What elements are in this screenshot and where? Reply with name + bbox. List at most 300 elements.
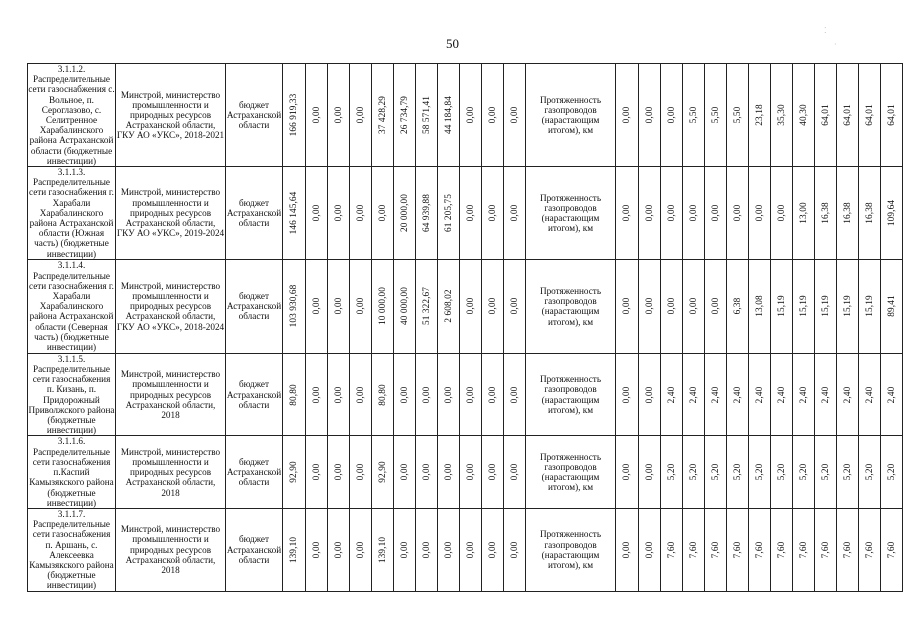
finance-value-cell <box>482 259 504 353</box>
indicator-value: 0,00 <box>621 541 632 559</box>
finance-value: 0,00 <box>487 204 498 222</box>
indicator-value: 7,60 <box>754 541 765 559</box>
finance-value: 0,00 <box>509 204 520 222</box>
finance-value: 0,00 <box>465 386 476 404</box>
finance-value-cell <box>504 508 526 591</box>
indicator-value-cell <box>639 436 661 508</box>
indicator-value-cell <box>683 436 705 508</box>
finance-value: 0,00 <box>421 386 432 404</box>
finance-value: 0,00 <box>311 204 322 222</box>
indicator-value-cell <box>705 64 727 167</box>
indicator-value-cell <box>793 436 815 508</box>
indicator-value-cell <box>859 508 881 591</box>
finance-value: 0,00 <box>509 298 520 315</box>
indicator-value-cell <box>749 64 771 167</box>
finance-value-cell <box>394 64 416 167</box>
indicator-value: 0,00 <box>621 463 632 481</box>
indicator-value: 5,20 <box>710 463 721 481</box>
finance-value: 0,00 <box>311 298 322 315</box>
finance-value-cell <box>350 508 372 591</box>
finance-value-cell <box>416 353 438 436</box>
indicator-value-cell <box>859 259 881 353</box>
finance-value-cell <box>416 436 438 508</box>
finance-value-cell <box>416 508 438 591</box>
indicator-cell: Протяженность газопроводов (нарастающим итогом), км <box>526 436 616 508</box>
indicator-value: 2,40 <box>710 386 721 404</box>
indicator-value: 0,00 <box>710 204 721 222</box>
indicator-value: 2,40 <box>732 386 743 404</box>
indicator-value: 64,01 <box>864 104 875 126</box>
indicator-value-cell <box>749 167 771 260</box>
finance-value: 80,80 <box>377 383 388 406</box>
executor-cell: Минстрой, министерство промышленности и природных ресурсов Астраханской области, ГКУ АО «УКС», 2018-2024 <box>116 259 226 353</box>
indicator-value-cell <box>683 167 705 260</box>
indicator-cell: Протяженность газопроводов (нарастающим итогом), км <box>526 353 616 436</box>
finance-value: 44 184,84 <box>443 95 454 135</box>
finance-value-cell <box>306 353 328 436</box>
funding-source-cell: бюджет Астраханской области <box>226 436 283 508</box>
finance-value-cell <box>394 353 416 436</box>
indicator-value: 0,00 <box>754 204 765 222</box>
indicator-value: 109,64 <box>886 199 897 227</box>
measure-name-cell: 3.1.1.6. Распределительные сети газоснабжения п.Каспий Камызякского района (бюджетные инвестиции) <box>29 436 114 508</box>
finance-value-cell <box>372 259 394 353</box>
finance-value: 0,00 <box>465 298 476 315</box>
indicator-value-cell <box>639 64 661 167</box>
finance-value-cell <box>394 167 416 260</box>
indicator-value-cell <box>639 259 661 353</box>
finance-value-cell <box>394 508 416 591</box>
finance-value: 0,00 <box>399 386 410 404</box>
executor-cell: Минстрой, министерство промышленности и природных ресурсов Астраханской области, ГКУ АО «УКС», 2018-2021 <box>116 64 226 167</box>
indicator-value: 7,60 <box>864 541 875 559</box>
indicator-value-cell <box>859 353 881 436</box>
indicator-value-cell <box>661 353 683 436</box>
finance-value: 0,00 <box>333 386 344 404</box>
finance-value: 0,00 <box>465 204 476 222</box>
indicator-value: 5,20 <box>842 463 853 481</box>
indicator-value: 13,00 <box>798 202 809 224</box>
finance-value-cell <box>438 508 460 591</box>
finance-value: 0,00 <box>509 386 520 404</box>
indicator-value-cell <box>771 508 793 591</box>
finance-value-cell <box>482 353 504 436</box>
finance-value: 92,90 <box>377 461 388 483</box>
finance-value: 0,00 <box>509 106 520 124</box>
finance-value: 0,00 <box>355 541 366 559</box>
finance-value-cell <box>350 259 372 353</box>
indicator-value-cell <box>727 64 749 167</box>
finance-value: 0,00 <box>487 386 498 404</box>
table-row <box>28 167 903 260</box>
indicator-cell: Протяженность газопроводов (нарастающим итогом), км <box>526 259 616 353</box>
finance-value: 92,90 <box>288 461 299 483</box>
indicator-value: 0,00 <box>644 386 655 404</box>
finance-value: 139,10 <box>288 536 299 563</box>
indicator-cell: Протяженность газопроводов (нарастающим итогом), км <box>526 508 616 591</box>
finance-value: 0,00 <box>399 463 410 481</box>
indicator-value-cell <box>705 508 727 591</box>
indicator-value-cell <box>683 508 705 591</box>
indicator-value: 0,00 <box>666 298 677 315</box>
indicator-value: 7,60 <box>886 541 897 559</box>
indicator-value: 5,20 <box>732 463 743 481</box>
indicator-value-cell <box>749 436 771 508</box>
finance-value: 61 205,75 <box>443 193 454 232</box>
finance-value: 40 000,00 <box>399 287 410 326</box>
finance-value-cell <box>460 64 482 167</box>
indicator-value: 15,19 <box>820 295 831 318</box>
finance-value: 0,00 <box>333 463 344 481</box>
indicator-value-cell <box>683 259 705 353</box>
indicator-value-cell <box>881 64 903 167</box>
finance-value-cell <box>306 167 328 260</box>
indicator-value: 0,00 <box>688 298 699 315</box>
scan-noise-mark: · <box>834 40 837 49</box>
funding-source-cell: бюджет Астраханской области <box>226 64 283 167</box>
page-number: 50 <box>446 36 459 51</box>
finance-value-cell <box>482 64 504 167</box>
indicator-value: 0,00 <box>644 541 655 559</box>
finance-value-cell <box>328 353 350 436</box>
finance-value-cell <box>306 64 328 167</box>
indicator-value: 35,30 <box>776 104 787 126</box>
finance-value: 0,00 <box>311 106 322 124</box>
table-row <box>28 259 903 353</box>
finance-value-cell <box>350 353 372 436</box>
indicator-value-cell <box>859 436 881 508</box>
indicator-value-cell <box>727 259 749 353</box>
finance-value: 0,00 <box>333 298 344 315</box>
indicator-value: 40,30 <box>798 104 809 126</box>
table-row <box>28 64 903 167</box>
table-row <box>28 436 903 508</box>
finance-value-cell <box>416 167 438 260</box>
finance-value-cell <box>283 353 306 436</box>
measure-name-cell: 3.1.1.4. Распределительные сети газоснабжения г. Харабали Харабалинского района Астраханской области (Северная часть) (бюджетные инвестиции) <box>29 260 114 353</box>
finance-value-cell <box>328 508 350 591</box>
finance-value-cell <box>504 353 526 436</box>
indicator-value-cell <box>661 259 683 353</box>
finance-value-cell <box>504 64 526 167</box>
finance-value: 146 145,64 <box>288 191 299 235</box>
indicator-value: 7,60 <box>710 541 721 559</box>
indicator-value-cell <box>749 353 771 436</box>
finance-value: 10 000,00 <box>377 287 388 326</box>
finance-value: 0,00 <box>421 463 432 481</box>
indicator-value: 0,00 <box>644 463 655 481</box>
finance-value-cell <box>372 508 394 591</box>
executor-cell: Минстрой, министерство промышленности и природных ресурсов Астраханской области, 2018 <box>116 353 226 436</box>
finance-value-cell <box>306 508 328 591</box>
finance-value-cell <box>306 436 328 508</box>
finance-value-cell <box>438 259 460 353</box>
finance-value: 0,00 <box>311 541 322 559</box>
finance-value: 37 428,29 <box>377 95 388 135</box>
finance-value-cell <box>460 508 482 591</box>
indicator-value: 5,20 <box>754 463 765 481</box>
finance-value-cell <box>438 436 460 508</box>
indicator-value-cell <box>793 353 815 436</box>
finance-value: 0,00 <box>333 204 344 222</box>
indicator-value: 5,20 <box>864 463 875 481</box>
indicator-value: 2,40 <box>776 386 787 404</box>
finance-value-cell <box>416 64 438 167</box>
finance-value: 64 939,88 <box>421 193 432 232</box>
indicator-value: 5,20 <box>666 463 677 481</box>
indicator-value: 0,00 <box>621 204 632 222</box>
scan-noise-mark: ⁚ <box>824 26 827 35</box>
indicator-value-cell <box>793 167 815 260</box>
indicator-value-cell <box>859 64 881 167</box>
indicator-value-cell <box>837 353 859 436</box>
indicator-value-cell <box>793 259 815 353</box>
indicator-value: 89,41 <box>886 295 897 318</box>
finance-value: 0,00 <box>355 463 366 481</box>
finance-value-cell <box>504 259 526 353</box>
funding-source-cell: бюджет Астраханской области <box>226 259 283 353</box>
indicator-value: 2,40 <box>886 386 897 404</box>
indicator-value: 0,00 <box>644 204 655 222</box>
indicator-value-cell <box>771 167 793 260</box>
indicator-value: 64,01 <box>842 104 853 126</box>
indicator-value: 5,20 <box>820 463 831 481</box>
finance-value: 0,00 <box>333 106 344 124</box>
indicator-value-cell <box>616 353 639 436</box>
finance-value: 0,00 <box>465 463 476 481</box>
indicator-value: 5,50 <box>688 106 699 124</box>
indicator-value-cell <box>616 436 639 508</box>
finance-value-cell <box>328 259 350 353</box>
indicator-value: 0,00 <box>621 386 632 404</box>
finance-value: 0,00 <box>355 106 366 124</box>
indicator-value-cell <box>881 259 903 353</box>
finance-value-cell <box>328 436 350 508</box>
finance-value: 26 734,79 <box>399 95 410 135</box>
indicator-value: 16,38 <box>820 202 831 224</box>
finance-value-cell <box>372 436 394 508</box>
indicator-value: 7,60 <box>820 541 831 559</box>
indicator-value: 2,40 <box>666 386 677 404</box>
finance-value-cell <box>328 167 350 260</box>
indicator-value: 2,40 <box>798 386 809 404</box>
indicator-value-cell <box>793 508 815 591</box>
indicator-value: 15,19 <box>776 295 787 318</box>
finance-value: 0,00 <box>465 541 476 559</box>
indicator-value-cell <box>683 64 705 167</box>
indicator-value-cell <box>616 259 639 353</box>
indicator-value-cell <box>661 436 683 508</box>
indicator-value-cell <box>616 64 639 167</box>
finance-value: 0,00 <box>443 386 454 404</box>
finance-value-cell <box>460 259 482 353</box>
indicator-value-cell <box>771 353 793 436</box>
indicator-value: 15,19 <box>864 295 875 318</box>
indicator-value-cell <box>749 259 771 353</box>
finance-value-cell <box>460 436 482 508</box>
measure-name-cell: 3.1.1.2. Распределительные сети газоснабжения с. Вольное, п. Сероглазово, с. Селитренное Харабалинского района Астраханской области (бюджетные инвестиции) <box>28 64 115 166</box>
indicator-value: 13,08 <box>754 295 765 318</box>
indicator-value-cell <box>881 436 903 508</box>
funding-source-cell: бюджет Астраханской области <box>226 508 283 591</box>
indicator-value-cell <box>881 167 903 260</box>
funding-source-cell: бюджет Астраханской области <box>226 167 283 260</box>
finance-value-cell <box>460 353 482 436</box>
finance-value-cell <box>372 353 394 436</box>
finance-value: 0,00 <box>311 463 322 481</box>
indicator-value: 5,20 <box>688 463 699 481</box>
indicator-value-cell <box>727 167 749 260</box>
finance-value: 0,00 <box>355 204 366 222</box>
finance-value-cell <box>350 436 372 508</box>
indicator-value: 15,19 <box>798 295 809 318</box>
indicator-value: 0,00 <box>776 204 787 222</box>
indicator-value-cell <box>727 353 749 436</box>
indicator-value-cell <box>705 353 727 436</box>
finance-value: 0,00 <box>311 386 322 404</box>
executor-cell: Минстрой, министерство промышленности и природных ресурсов Астраханской области, ГКУ АО «УКС», 2019-2024 <box>116 167 226 260</box>
indicator-value-cell <box>683 353 705 436</box>
finance-value: 80,80 <box>288 383 299 406</box>
finance-value-cell <box>438 353 460 436</box>
indicator-value: 0,00 <box>710 298 721 315</box>
indicator-value-cell <box>793 64 815 167</box>
indicator-value: 64,01 <box>820 104 831 126</box>
indicator-cell: Протяженность газопроводов (нарастающим итогом), км <box>526 64 616 167</box>
indicator-value: 5,20 <box>886 463 897 481</box>
indicator-value: 0,00 <box>621 106 632 124</box>
indicator-value: 7,60 <box>732 541 743 559</box>
indicator-value-cell <box>639 508 661 591</box>
indicator-value: 7,60 <box>666 541 677 559</box>
indicator-value: 0,00 <box>666 106 677 124</box>
table-row <box>28 508 903 591</box>
indicator-value: 6,38 <box>732 298 743 315</box>
indicator-value: 2,40 <box>820 386 831 404</box>
indicator-value-cell <box>815 64 837 167</box>
indicator-value: 15,19 <box>842 295 853 318</box>
finance-value-cell <box>416 259 438 353</box>
indicator-value-cell <box>815 259 837 353</box>
finance-value-cell <box>328 64 350 167</box>
indicator-value: 7,60 <box>688 541 699 559</box>
finance-value: 0,00 <box>333 541 344 559</box>
finance-value-cell <box>482 436 504 508</box>
finance-value-cell <box>372 64 394 167</box>
program-measures-table <box>27 63 903 592</box>
indicator-value-cell <box>837 64 859 167</box>
finance-value: 166 919,33 <box>288 93 299 137</box>
finance-value-cell <box>306 259 328 353</box>
indicator-value-cell <box>616 167 639 260</box>
indicator-value: 2,40 <box>864 386 875 404</box>
finance-value: 0,00 <box>443 463 454 481</box>
finance-value-cell <box>283 436 306 508</box>
indicator-value: 0,00 <box>644 298 655 315</box>
finance-value-cell <box>504 436 526 508</box>
finance-value-cell <box>283 508 306 591</box>
indicator-value: 7,60 <box>842 541 853 559</box>
indicator-value-cell <box>639 167 661 260</box>
indicator-value-cell <box>639 353 661 436</box>
indicator-value-cell <box>771 259 793 353</box>
finance-value-cell <box>504 167 526 260</box>
finance-value-cell <box>350 167 372 260</box>
indicator-value-cell <box>815 436 837 508</box>
indicator-value-cell <box>837 167 859 260</box>
indicator-value: 5,50 <box>732 106 743 124</box>
measure-name-cell: 3.1.1.7. Распределительные сети газоснабжения п. Аршань, с. Алексеевка Камызякского района (бюджетные инвестиции) <box>29 508 114 591</box>
indicator-value: 2,40 <box>754 386 765 404</box>
table-body <box>28 64 903 592</box>
finance-value: 103 930,68 <box>288 284 299 328</box>
finance-value: 58 571,41 <box>421 95 432 135</box>
finance-value-cell <box>283 259 306 353</box>
indicator-value: 2,40 <box>688 386 699 404</box>
indicator-value: 5,20 <box>798 463 809 481</box>
indicator-value-cell <box>705 167 727 260</box>
indicator-value: 64,01 <box>886 104 897 126</box>
finance-value-cell <box>394 259 416 353</box>
finance-value: 139,10 <box>377 536 388 563</box>
indicator-value-cell <box>705 436 727 508</box>
measure-name-cell: 3.1.1.3. Распределительные сети газоснабжения г. Харабали Харабалинского района Астраханской области (Южная часть) (бюджетные инвестиции) <box>29 167 114 259</box>
indicator-value-cell <box>661 508 683 591</box>
table-row <box>28 353 903 436</box>
finance-value: 0,00 <box>355 298 366 315</box>
indicator-value-cell <box>859 167 881 260</box>
indicator-value: 16,38 <box>842 202 853 224</box>
indicator-value-cell <box>815 167 837 260</box>
finance-value-cell <box>394 436 416 508</box>
indicator-value-cell <box>616 508 639 591</box>
finance-value-cell <box>283 167 306 260</box>
finance-value: 0,00 <box>487 541 498 559</box>
indicator-value: 2,40 <box>842 386 853 404</box>
finance-value: 0,00 <box>421 541 432 559</box>
finance-value-cell <box>438 64 460 167</box>
indicator-value-cell <box>881 508 903 591</box>
finance-value: 51 322,67 <box>421 287 432 326</box>
finance-value: 0,00 <box>465 106 476 124</box>
indicator-value: 0,00 <box>621 298 632 315</box>
finance-value: 0,00 <box>487 106 498 124</box>
indicator-value-cell <box>661 167 683 260</box>
indicator-value-cell <box>727 436 749 508</box>
indicator-value-cell <box>661 64 683 167</box>
indicator-value: 7,60 <box>776 541 787 559</box>
indicator-value: 0,00 <box>732 204 743 222</box>
finance-value-cell <box>283 64 306 167</box>
finance-value: 0,00 <box>509 541 520 559</box>
finance-value: 0,00 <box>487 298 498 315</box>
indicator-value: 23,18 <box>754 104 765 126</box>
finance-value: 0,00 <box>399 541 410 559</box>
executor-cell: Минстрой, министерство промышленности и природных ресурсов Астраханской области, 2018 <box>116 436 226 508</box>
funding-source-cell: бюджет Астраханской области <box>226 353 283 436</box>
indicator-value-cell <box>881 353 903 436</box>
indicator-value-cell <box>705 259 727 353</box>
executor-cell: Минстрой, министерство промышленности и природных ресурсов Астраханской области, 2018 <box>116 508 226 591</box>
finance-value-cell <box>372 167 394 260</box>
indicator-value: 0,00 <box>644 106 655 124</box>
indicator-value-cell <box>837 508 859 591</box>
indicator-value-cell <box>771 64 793 167</box>
indicator-value-cell <box>749 508 771 591</box>
finance-value-cell <box>350 64 372 167</box>
finance-value: 20 000,00 <box>399 193 410 232</box>
finance-value: 0,00 <box>487 463 498 481</box>
